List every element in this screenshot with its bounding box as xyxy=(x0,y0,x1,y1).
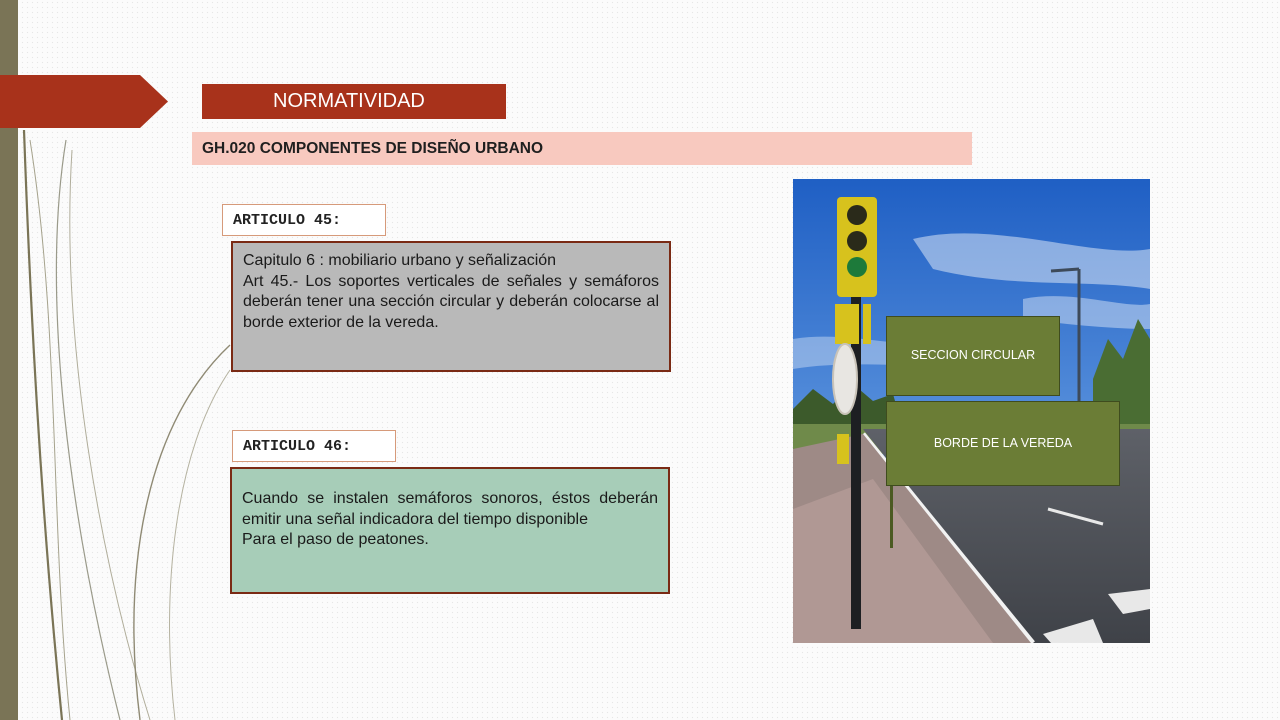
section-subtitle: GH.020 COMPONENTES DE DISEÑO URBANO xyxy=(192,132,972,165)
article-45-label: ARTICULO 45: xyxy=(222,204,386,236)
article-46-text-box xyxy=(230,467,670,594)
article-46-line-2: Para el paso de peatones. xyxy=(242,531,429,548)
article-45-line-1: Capitulo 6 : mobiliario urbano y señalización xyxy=(243,252,557,269)
page-title: NORMATIVIDAD xyxy=(202,84,506,119)
callout-seccion-circular: SECCION CIRCULAR xyxy=(886,316,1060,396)
article-45-text-box xyxy=(231,241,671,372)
article-45-line-2: Art 45.- Los soportes verticales de señales y semáforos deberán tener una sección circular y deberán colocarse al borde exterior de la vereda. xyxy=(243,272,659,331)
callout-pointer-line xyxy=(890,480,893,548)
section-arrow-tab xyxy=(0,75,168,128)
callout-borde-vereda: BORDE DE LA VEREDA xyxy=(886,401,1120,486)
article-46-line-1: Cuando se instalen semáforos sonoros, éstos deberán emitir una señal indicadora del tiempo disponible xyxy=(242,490,658,528)
article-46-label: ARTICULO 46: xyxy=(232,430,396,462)
